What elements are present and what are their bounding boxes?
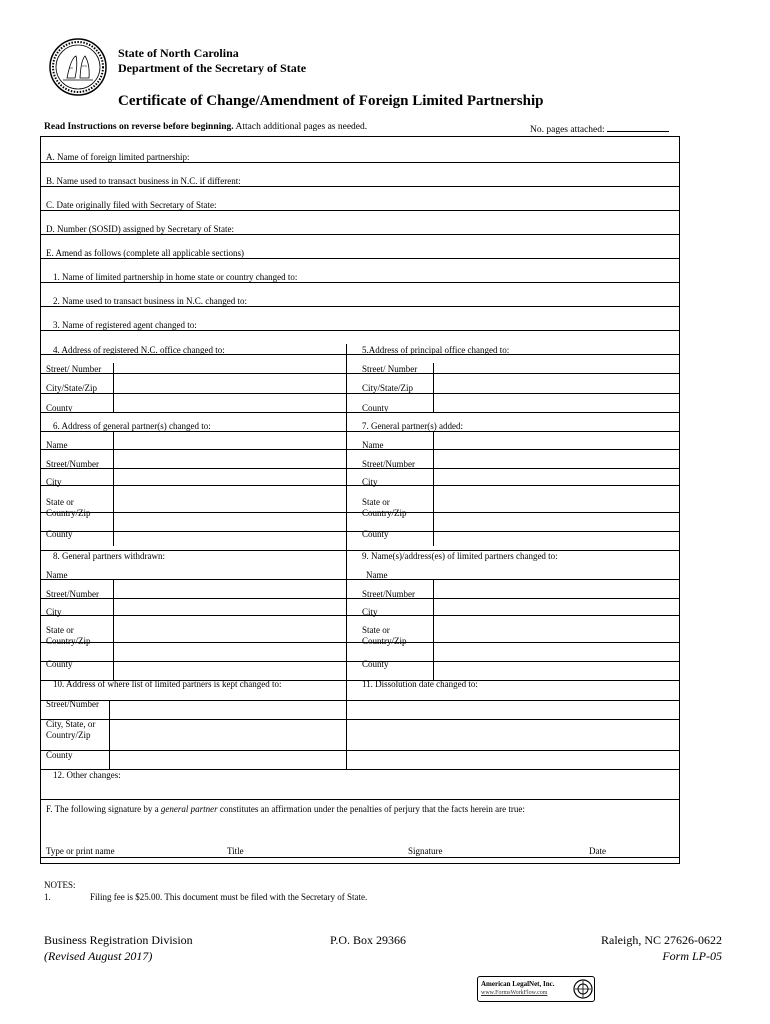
section-b-label: B. Name used to transact business in N.C. if different: — [46, 176, 241, 186]
footer-division: Business Registration Division — [44, 933, 193, 947]
section-e1-label: 1. Name of limited partnership in home state or country changed to: — [53, 272, 298, 282]
e4-city-label: City/State/Zip — [46, 383, 97, 393]
e8-county-label: County — [46, 659, 73, 669]
sig-type-name-label: Type or print name — [46, 846, 115, 856]
e9-country-label: Country/Zip — [362, 636, 407, 646]
e6-state-label: State or — [46, 497, 74, 507]
e7-state-label: State or — [362, 497, 390, 507]
e7-county-label: County — [362, 529, 389, 539]
e7-country-label: Country/Zip — [362, 508, 407, 518]
section-e10-label: 10. Address of where list of limited partners is kept changed to: — [53, 679, 282, 689]
e4-county-label: County — [46, 403, 73, 413]
section-e5-label: 5.Address of principal office changed to: — [362, 345, 510, 355]
e8-country-label: Country/Zip — [46, 636, 91, 646]
footer-city: Raleigh, NC 27626-0622 — [601, 933, 722, 947]
e8-state-label: State or — [46, 625, 74, 635]
section-f-post: constitutes an affirmation under the penalties of perjury that the facts herein are true: — [219, 804, 525, 814]
e5-city-label: City/State/Zip — [362, 383, 413, 393]
section-a-label: A. Name of foreign limited partnership: — [46, 152, 190, 162]
sig-date-label: Date — [589, 846, 606, 856]
e9-city-label: City — [362, 607, 378, 617]
e5-street-label: Street/ Number — [362, 364, 418, 374]
logo-name: American LegalNet, Inc. — [481, 980, 555, 988]
name-of-partnership-field[interactable] — [251, 152, 676, 162]
e10-county-label: County — [46, 750, 73, 760]
instructions — [44, 122, 367, 132]
e7-city-label: City — [362, 477, 378, 487]
logo-url[interactable]: www.FormsWorkFlow.com — [481, 990, 548, 996]
sig-signature-label: Signature — [408, 846, 443, 856]
section-f-pre: F. The following signature by a — [46, 804, 159, 814]
e9-county-label: County — [362, 659, 389, 669]
section-e9-label: 9. Name(s)/address(es) of limited partners changed to: — [362, 551, 558, 561]
section-c-label: C. Date originally filed with Secretary of State: — [46, 200, 217, 210]
pages-attached-label: No. pages attached: — [530, 125, 605, 135]
e8-city-label: City — [46, 607, 62, 617]
section-e11-label: 11. Dissolution date changed to: — [362, 679, 478, 689]
section-f-ital: general partner — [160, 804, 218, 814]
section-f-label — [46, 804, 525, 815]
page-title: Certificate of Change/Amendment of Foreign Limited Partnership — [118, 93, 544, 109]
e6-country-label: Country/Zip — [46, 508, 91, 518]
notes-text: Filing fee is $25.00. This document must be filed with the Secretary of State. — [90, 892, 368, 902]
e8-name-label: Name — [46, 570, 68, 580]
sosid-field[interactable] — [281, 224, 676, 234]
notes-heading: NOTES: — [44, 880, 76, 890]
e4-street-label: Street/ Number — [46, 364, 102, 374]
state-seal — [49, 38, 107, 96]
e7-street-label: Street/Number — [362, 459, 415, 469]
e5-county-label: County — [362, 403, 389, 413]
footer-revised: (Revised August 2017) — [44, 949, 153, 963]
footer-po-box: P.O. Box 29366 — [330, 933, 407, 947]
e10-city-label: City, State, or — [46, 719, 96, 729]
pages-attached-field[interactable] — [607, 122, 669, 132]
section-e3-label: 3. Name of registered agent changed to: — [53, 320, 197, 330]
section-e2-label: 2. Name used to transact business in N.C. changed to: — [53, 296, 247, 306]
e9-state-label: State or — [362, 625, 390, 635]
instructions-rest: Attach additional pages as needed. — [235, 122, 368, 132]
section-d-label: D. Number (SOSID) assigned by Secretary of State: — [46, 224, 234, 234]
e9-street-label: Street/Number — [362, 589, 415, 599]
section-e-label: E. Amend as follows (complete all applicable sections) — [46, 248, 244, 258]
notes-number: 1. — [44, 892, 51, 902]
e3-field[interactable] — [261, 320, 676, 330]
e9-name-label: Name — [366, 570, 388, 580]
section-e4-label: 4. Address of registered N.C. office changed to: — [53, 345, 225, 355]
e7-name-label: Name — [362, 440, 384, 450]
footer-form-number: Form LP-05 — [662, 949, 722, 963]
e2-field[interactable] — [321, 296, 676, 306]
sig-title-label: Title — [227, 846, 244, 856]
e6-county-label: County — [46, 529, 73, 539]
pages-attached — [530, 122, 669, 135]
e10-country-label: Country/Zip — [46, 730, 91, 740]
e6-name-label: Name — [46, 440, 68, 450]
section-e12-label: 12. Other changes: — [53, 770, 121, 780]
e6-city-label: City — [46, 477, 62, 487]
section-e7-label: 7. General partner(s) added: — [362, 421, 463, 431]
form-box — [40, 136, 680, 864]
e6-street-label: Street/Number — [46, 459, 99, 469]
section-e8-label: 8. General partners withdrawn: — [53, 551, 165, 561]
globe-icon — [573, 979, 593, 999]
department-name: Department of the Secretary of State — [118, 61, 307, 75]
e1-field[interactable] — [371, 272, 676, 282]
state-name: State of North Carolina — [118, 46, 239, 60]
e8-street-label: Street/Number — [46, 589, 99, 599]
signature-line[interactable] — [41, 819, 679, 845]
business-name-field[interactable] — [311, 176, 676, 186]
date-filed-field[interactable] — [281, 200, 676, 210]
e10-street-label: Street/Number — [46, 699, 99, 709]
instructions-bold: Read Instructions on reverse before beginning. — [44, 122, 234, 132]
section-e6-label: 6. Address of general partner(s) changed to: — [53, 421, 211, 431]
